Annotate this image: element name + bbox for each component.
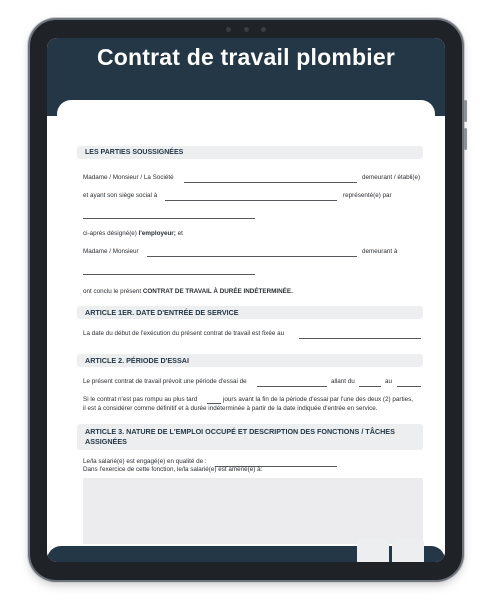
au-label: au [385,378,393,385]
start-date-field[interactable] [299,338,421,339]
section-parties-title: LES PARTIES SOUSSIGNÉES [85,149,184,156]
siege-label: et ayant son siège social à [83,192,158,199]
trial-end-field[interactable] [397,386,421,387]
representative-field[interactable] [83,218,255,219]
represente-label: représenté(e) par [343,192,392,199]
employer-name-field[interactable] [184,182,357,183]
tablet-screen [47,38,445,562]
section-parties-heading [77,146,423,159]
duties-textarea[interactable] [83,478,423,544]
allant-du-label: allant du [331,378,355,385]
trial-notice-line-1b: jours avant la fin de la période d'essai par l'une des deux (2) parties, [223,396,414,403]
employee-address-field[interactable] [83,274,255,275]
document-title: Contrat de travail plombier [96,44,396,70]
domicile-label: demeurant / établi(e) [362,174,421,181]
section-article-2-title: ARTICLE 2. PÉRIODE D'ESSAI [85,356,189,365]
trial-notice-line-2: il est à considérer comme définitif et à durée indéterminée à partir de la date indiquée d'entrée en service. [83,405,378,412]
trial-period-label: Le présent contrat de travail prévoit une période d'essai de [83,378,247,385]
duties-label: Dans l'exercice de cette fonction, le/la salarié(e) est amené(e) à: [83,466,263,473]
page-thumbnail-2[interactable] [392,538,424,562]
camera-bar [226,27,266,33]
contract-type-statement: ont conclu le présent CONTRAT DE TRAVAIL À DURÉE INDÉTERMINÉE. [83,288,293,295]
trial-start-field[interactable] [359,386,381,387]
section-article-1-heading [77,306,423,319]
volume-up-button [464,100,467,122]
document-page [57,100,435,562]
section-article-3-title-line-2: ASSIGNÉES [85,437,127,446]
page-thumbnail-1[interactable] [357,538,389,562]
siege-field[interactable] [165,200,337,201]
employer-label: Madame / Monsieur / La Société [83,174,174,181]
employee-demeurant-label: demeurant à [362,248,398,255]
start-date-label: La date du début de l'exécution du présent contrat de travail est fixée au [83,330,285,337]
employee-name-field[interactable] [147,256,357,257]
employer-designation: ci-après désigné(e) l'employeur; et [83,230,183,237]
tablet-frame [30,20,462,580]
employee-label: Madame / Monsieur [83,248,139,255]
notice-days-field[interactable] [207,403,221,404]
job-title-label: Le/la salarié(e) est engagé(e) en qualité de : [83,458,207,465]
trial-period-duration-field[interactable] [257,386,327,387]
section-article-3-title-line-1: ARTICLE 3. NATURE DE L'EMPLOI OCCUPÉ ET DESCRIPTION DES FONCTIONS / TÂCHES [85,427,395,436]
section-article-1-title: ARTICLE 1ER. DATE D'ENTRÉE DE SERVICE [85,308,239,317]
section-article-2-heading [77,354,423,367]
section-article-3-heading [77,424,423,450]
trial-notice-line-1a: Si le contrat n'est pas rompu au plus tard [83,396,198,403]
volume-down-button [464,128,467,150]
